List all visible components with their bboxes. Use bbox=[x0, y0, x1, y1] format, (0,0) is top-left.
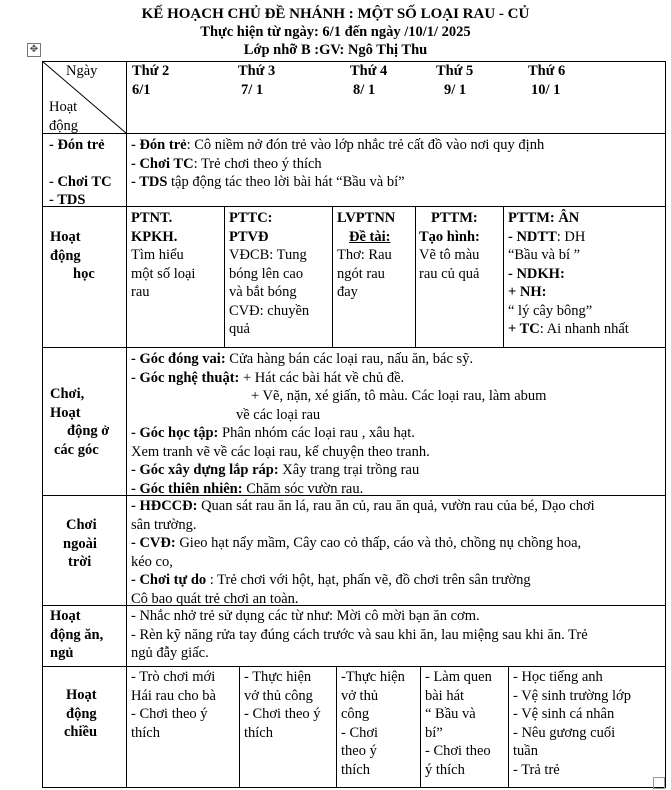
chieu-tue: - Thực hiện vở thủ công - Chơi theo ý thích bbox=[244, 669, 321, 741]
hoc-mon: PTNT. KPKH. Tìm hiểu một số loại rau bbox=[131, 210, 196, 300]
chieu-wed: -Thực hiện vở thủ công - Chơi theo ý thích bbox=[341, 669, 405, 778]
row-label-choi-goc: Chơi, Hoạt động ở các góc bbox=[50, 386, 110, 458]
row-label-don-tre: - Đón trẻ - Chơi TC - TDS bbox=[49, 137, 112, 208]
an-ngu-content: - Nhắc nhở trẻ sử dụng các từ như: Mời cô mời bạn ăn cơm. - Rèn kỹ năng rửa tay đúng cách trước và sau khi ăn, lau miệng sau khi ăn. Trẻ ngủ đẫy giấc. bbox=[131, 608, 588, 661]
corner-label-day: Ngày bbox=[66, 63, 98, 79]
end-of-table-marker bbox=[653, 777, 665, 789]
row-label-ngoai-troi: Chơi ngoài trời bbox=[63, 517, 97, 570]
hoc-wed: LVPTNN Đề tài: Thơ: Rau ngót rau đay bbox=[337, 210, 396, 300]
chieu-thu: - Làm quen bài hát “ Bầu và bí” - Chơi theo ý thích bbox=[425, 669, 492, 778]
don-tre-content: - Đón trẻ: Cô niềm nở đón trẻ vào lớp nhắc trẻ cất đồ vào nơi quy định - Chơi TC: Trẻ chơi theo ý thích - TDS tập động tác theo lời bài hát “Bầu và bí” bbox=[131, 137, 545, 190]
day-header-mon: Thứ 2 6/1 bbox=[132, 63, 170, 98]
corner-label-activity: Hoạt động bbox=[49, 99, 78, 134]
day-header-wed: Thứ 4 8/ 1 bbox=[350, 63, 388, 98]
hoc-tue: PTTC: PTVĐ VĐCB: Tung bóng lên cao và bắt bóng CVĐ: chuyền quả bbox=[229, 210, 310, 337]
row-label-chieu: Hoạt động chiều bbox=[64, 687, 98, 740]
class-teacher: Lớp nhỡ B :GV: Ngô Thị Thu bbox=[243, 42, 428, 58]
day-header-thu: Thứ 5 9/ 1 bbox=[436, 63, 474, 98]
row-label-hoat-dong-hoc: Hoạt động học bbox=[50, 229, 95, 282]
day-header-fri: Thứ 6 10/ 1 bbox=[528, 63, 566, 98]
chieu-fri: - Học tiếng anh - Vệ sinh trường lớp - Vệ sinh cá nhân - Nêu gương cuối tuần - Trả trẻ bbox=[513, 669, 631, 778]
date-range: Thực hiện từ ngày: 6/1 đến ngày /10/1/ 2025 bbox=[200, 24, 471, 40]
choi-goc-content: - Góc đóng vai: Cửa hàng bán các loại rau, nấu ăn, bác sỹ. - Góc nghệ thuật: + Hát các bài hát về chủ đề. + Vẽ, nặn, xé giấn, tô màu. Các loại rau, làm abum về các loại rau - Góc học tập: Phân nhóm các loại rau , xâu hạt. Xem tranh vẽ về các loại rau, kể chuyện theo tranh. - Góc xây dựng lắp ráp: Xây trang trại trồng rau - Góc thiên nhiên: Chăm sóc vườn rau. bbox=[131, 351, 547, 497]
hoc-thu: PTTM: Tạo hình: Vẽ tô màu rau củ quả bbox=[419, 210, 480, 282]
move-anchor-icon[interactable]: ✥ bbox=[27, 43, 41, 57]
page-title: KẾ HOẠCH CHỦ ĐỀ NHÁNH : MỘT SỐ LOẠI RAU - CỦ bbox=[141, 6, 530, 22]
chieu-mon: - Trò chơi mới Hái rau cho bà - Chơi theo ý thích bbox=[131, 669, 216, 741]
hoc-fri: PTTM: ÂN - NDTT: DH “Bầu và bí ” - NDKH: + NH: “ lý cây bông” + TC: Ai nhanh nhất bbox=[508, 210, 629, 337]
ngoai-troi-content: - HĐCCĐ: Quan sát rau ăn lá, rau ăn củ, rau ăn quả, vườn rau của bé, Dạo chơi sân trường. - CVĐ: Gieo hạt nẩy mầm, Cây cao cỏ thấp, cáo và thỏ, chồng nụ chồng hoa, kéo co, - Chơi tự do : Trẻ chơi với hột, hạt, phấn vẽ, đồ chơi trên sân trường Cô bao quát trẻ chơi an toàn. bbox=[131, 498, 595, 607]
row-label-an-ngu: Hoạt động ăn, ngủ bbox=[50, 608, 104, 661]
day-header-tue: Thứ 3 7/ 1 bbox=[238, 63, 276, 98]
